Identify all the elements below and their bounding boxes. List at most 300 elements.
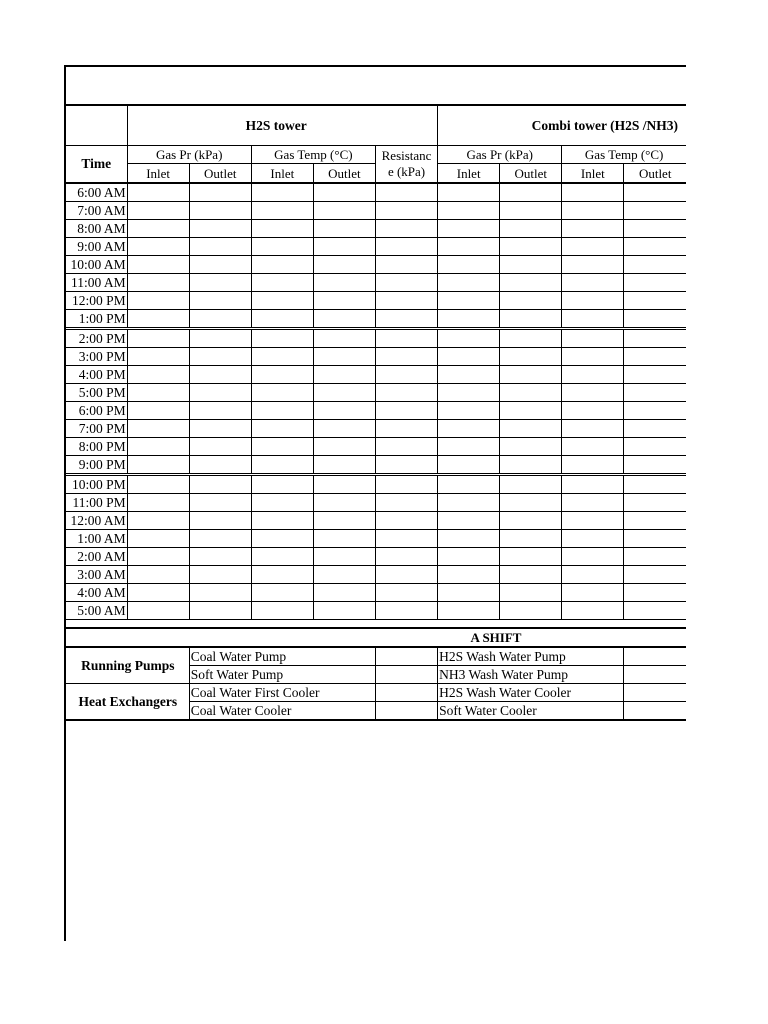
log-row [65,548,686,566]
reading-cell[interactable] [438,566,500,584]
reading-cell[interactable] [624,220,686,238]
reading-cell[interactable] [500,329,562,348]
reading-cell[interactable] [189,202,251,220]
reading-cell[interactable] [624,584,686,602]
combi-tower-header: Combi tower (H2S /NH3) [438,105,686,146]
reading-cell[interactable] [375,348,437,366]
reading-cell[interactable] [500,384,562,402]
reading-cell[interactable] [189,420,251,438]
reading-cell[interactable] [375,274,437,292]
reading-cell[interactable] [251,329,313,348]
h2s-gas-pr-header: Gas Pr (kPa) [127,146,251,164]
equipment-entry-cell[interactable] [624,702,686,721]
reading-cell[interactable] [500,183,562,202]
reading-cell[interactable] [251,384,313,402]
reading-cell[interactable] [127,202,189,220]
reading-cell[interactable] [189,584,251,602]
log-row [65,274,686,292]
reading-cell[interactable] [438,183,500,202]
reading-cell[interactable] [127,183,189,202]
reading-cell[interactable] [438,220,500,238]
time-cell: 8:00 AM [65,220,127,238]
log-row [65,348,686,366]
time-cell: 8:00 PM [65,438,127,456]
reading-cell[interactable] [500,584,562,602]
reading-cell[interactable] [500,512,562,530]
equipment-name: H2S Wash Water Pump [438,647,624,666]
reading-cell[interactable] [375,530,437,548]
reading-cell[interactable] [562,238,624,256]
reading-cell[interactable] [624,566,686,584]
reading-cell[interactable] [500,420,562,438]
reading-cell[interactable] [438,530,500,548]
log-row [65,183,686,202]
time-cell: 11:00 AM [65,274,127,292]
reading-cell[interactable] [438,548,500,566]
reading-cell[interactable] [251,202,313,220]
log-row [65,202,686,220]
time-header: Time [65,146,127,184]
reading-cell[interactable] [438,475,500,494]
reading-cell[interactable] [562,494,624,512]
reading-cell[interactable] [127,475,189,494]
reading-cell[interactable] [624,183,686,202]
equipment-name: Coal Water Pump [189,647,375,666]
reading-cell[interactable] [189,494,251,512]
shift-title: A SHIFT [65,628,686,647]
reading-cell[interactable] [127,402,189,420]
reading-cell[interactable] [375,384,437,402]
reading-cell[interactable] [500,548,562,566]
reading-cell[interactable] [562,348,624,366]
reading-cell[interactable] [251,512,313,530]
reading-cell[interactable] [189,292,251,310]
reading-cell[interactable] [562,512,624,530]
reading-cell[interactable] [313,548,375,566]
reading-cell[interactable] [375,494,437,512]
reading-cell[interactable] [313,183,375,202]
reading-cell[interactable] [127,220,189,238]
time-cell: 9:00 AM [65,238,127,256]
combi-pr-inlet: Inlet [438,164,500,183]
reading-cell[interactable] [438,512,500,530]
equipment-entry-cell[interactable] [375,666,437,684]
reading-cell[interactable] [375,548,437,566]
reading-cell[interactable] [624,310,686,329]
reading-cell[interactable] [624,329,686,348]
log-row [65,238,686,256]
equipment-entry-cell[interactable] [375,702,437,721]
reading-cell[interactable] [127,384,189,402]
reading-cell[interactable] [624,292,686,310]
reading-cell[interactable] [189,256,251,274]
reading-cell[interactable] [251,456,313,475]
reading-cell[interactable] [500,602,562,620]
time-cell: 10:00 AM [65,256,127,274]
reading-cell[interactable] [500,438,562,456]
reading-cell[interactable] [313,292,375,310]
reading-cell[interactable] [189,566,251,584]
reading-cell[interactable] [251,566,313,584]
equipment-name: Coal Water Cooler [189,702,375,721]
reading-cell[interactable] [562,566,624,584]
reading-cell[interactable] [313,530,375,548]
reading-cell[interactable] [624,456,686,475]
reading-cell[interactable] [375,438,437,456]
reading-cell[interactable] [251,475,313,494]
reading-cell[interactable] [313,348,375,366]
reading-cell[interactable] [375,602,437,620]
reading-cell[interactable] [624,348,686,366]
reading-cell[interactable] [375,238,437,256]
reading-cell[interactable] [189,366,251,384]
reading-cell[interactable] [624,274,686,292]
log-row [65,329,686,348]
reading-cell[interactable] [500,310,562,329]
reading-cell[interactable] [500,274,562,292]
reading-cell[interactable] [438,256,500,274]
reading-cell[interactable] [438,420,500,438]
reading-cell[interactable] [313,402,375,420]
log-row [65,420,686,438]
reading-cell[interactable] [500,256,562,274]
time-cell: 1:00 AM [65,530,127,548]
reading-cell[interactable] [189,384,251,402]
reading-cell[interactable] [500,566,562,584]
reading-cell[interactable] [251,438,313,456]
reading-cell[interactable] [189,438,251,456]
time-cell: 4:00 AM [65,584,127,602]
time-cell: 12:00 AM [65,512,127,530]
resistance-header [375,146,437,184]
reading-cell[interactable] [189,183,251,202]
reading-cell[interactable] [127,348,189,366]
reading-cell[interactable] [438,602,500,620]
reading-cell[interactable] [375,202,437,220]
equipment-name: H2S Wash Water Cooler [438,684,624,702]
reading-cell[interactable] [375,475,437,494]
reading-cell[interactable] [189,602,251,620]
reading-cell[interactable] [562,548,624,566]
param-header-row [65,146,686,164]
h2s-temp-outlet: Outlet [313,164,375,183]
reading-cell[interactable] [500,348,562,366]
reading-cell[interactable] [251,584,313,602]
reading-cell[interactable] [562,183,624,202]
log-row [65,602,686,620]
reading-cell[interactable] [127,548,189,566]
log-row [65,310,686,329]
reading-cell[interactable] [438,494,500,512]
reading-cell[interactable] [500,402,562,420]
log-row [65,438,686,456]
reading-cell[interactable] [375,183,437,202]
reading-cell[interactable] [562,220,624,238]
reading-cell[interactable] [375,256,437,274]
reading-cell[interactable] [375,220,437,238]
reading-cell[interactable] [127,438,189,456]
reading-cell[interactable] [562,456,624,475]
reading-cell[interactable] [375,566,437,584]
heat-exchangers-label: Heat Exchangers [65,684,189,721]
reading-cell[interactable] [251,366,313,384]
reading-cell[interactable] [313,566,375,584]
reading-cell[interactable] [562,292,624,310]
reading-cell[interactable] [313,602,375,620]
tower-header-row [65,105,686,146]
reading-cell[interactable] [624,366,686,384]
equipment-name: Coal Water First Cooler [189,684,375,702]
reading-cell[interactable] [127,310,189,329]
reading-cell[interactable] [313,475,375,494]
log-row [65,475,686,494]
log-row [65,366,686,384]
reading-cell[interactable] [251,310,313,329]
reading-cell[interactable] [189,512,251,530]
time-cell: 10:00 PM [65,475,127,494]
reading-cell[interactable] [313,420,375,438]
reading-cell[interactable] [313,220,375,238]
reading-cell[interactable] [562,384,624,402]
time-cell: 6:00 AM [65,183,127,202]
sheet-top-border [64,65,686,67]
reading-cell[interactable] [127,292,189,310]
equipment-name: Soft Water Cooler [438,702,624,721]
reading-cell[interactable] [562,475,624,494]
reading-cell[interactable] [438,456,500,475]
reading-cell[interactable] [251,548,313,566]
reading-cell[interactable] [313,274,375,292]
reading-cell[interactable] [624,548,686,566]
reading-cell[interactable] [375,512,437,530]
reading-cell[interactable] [438,348,500,366]
reading-cell[interactable] [127,566,189,584]
reading-cell[interactable] [251,183,313,202]
reading-cell[interactable] [438,402,500,420]
blank-corner [65,105,127,146]
reading-cell[interactable] [438,366,500,384]
reading-cell[interactable] [438,584,500,602]
reading-cell[interactable] [624,530,686,548]
h2s-pr-outlet: Outlet [189,164,251,183]
reading-cell[interactable] [500,456,562,475]
time-cell: 6:00 PM [65,402,127,420]
reading-cell[interactable] [313,384,375,402]
time-cell: 3:00 AM [65,566,127,584]
reading-cell[interactable] [438,202,500,220]
log-row [65,256,686,274]
hourly-log-table [64,104,686,620]
reading-cell[interactable] [313,438,375,456]
reading-cell[interactable] [189,530,251,548]
reading-cell[interactable] [500,202,562,220]
reading-cell[interactable] [189,310,251,329]
reading-cell[interactable] [127,238,189,256]
reading-cell[interactable] [251,402,313,420]
reading-cell[interactable] [127,366,189,384]
reading-cell[interactable] [375,456,437,475]
reading-cell[interactable] [624,475,686,494]
reading-cell[interactable] [251,274,313,292]
reading-cell[interactable] [500,238,562,256]
reading-cell[interactable] [313,202,375,220]
reading-cell[interactable] [438,292,500,310]
combi-temp-inlet: Inlet [562,164,624,183]
reading-cell[interactable] [624,494,686,512]
reading-cell[interactable] [313,456,375,475]
reading-cell[interactable] [624,438,686,456]
reading-cell[interactable] [127,274,189,292]
reading-cell[interactable] [624,238,686,256]
reading-cell[interactable] [251,220,313,238]
reading-cell[interactable] [127,494,189,512]
time-cell: 12:00 PM [65,292,127,310]
reading-cell[interactable] [251,530,313,548]
reading-cell[interactable] [189,220,251,238]
reading-cell[interactable] [562,329,624,348]
reading-cell[interactable] [127,420,189,438]
reading-cell[interactable] [438,238,500,256]
log-row [65,512,686,530]
reading-cell[interactable] [313,329,375,348]
reading-cell[interactable] [313,494,375,512]
reading-cell[interactable] [500,366,562,384]
reading-cell[interactable] [500,475,562,494]
reading-cell[interactable] [189,348,251,366]
equipment-entry-cell[interactable] [624,647,686,666]
reading-cell[interactable] [562,402,624,420]
time-cell: 11:00 PM [65,494,127,512]
reading-cell[interactable] [500,530,562,548]
resistance-label-line2: e (kPa) [387,164,426,179]
reading-cell[interactable] [624,202,686,220]
reading-cell[interactable] [438,329,500,348]
h2s-temp-inlet: Inlet [251,164,313,183]
reading-cell[interactable] [313,256,375,274]
time-cell: 2:00 AM [65,548,127,566]
reading-cell[interactable] [375,329,437,348]
reading-cell[interactable] [313,238,375,256]
reading-cell[interactable] [127,584,189,602]
reading-cell[interactable] [127,329,189,348]
reading-cell[interactable] [624,602,686,620]
reading-cell[interactable] [127,512,189,530]
reading-cell[interactable] [189,238,251,256]
reading-cell[interactable] [189,548,251,566]
equipment-name: Soft Water Pump [189,666,375,684]
reading-cell[interactable] [251,348,313,366]
reading-cell[interactable] [313,584,375,602]
reading-cell[interactable] [562,274,624,292]
reading-cell[interactable] [624,402,686,420]
equipment-name: NH3 Wash Water Pump [438,666,624,684]
reading-cell[interactable] [562,602,624,620]
time-cell: 3:00 PM [65,348,127,366]
reading-cell[interactable] [189,329,251,348]
reading-cell[interactable] [562,438,624,456]
reading-cell[interactable] [500,220,562,238]
log-row [65,384,686,402]
reading-cell[interactable] [189,456,251,475]
equipment-entry-cell[interactable] [375,647,437,666]
reading-cell[interactable] [251,238,313,256]
reading-cell[interactable] [127,602,189,620]
reading-cell[interactable] [562,202,624,220]
reading-cell[interactable] [375,292,437,310]
reading-cell[interactable] [624,384,686,402]
resistance-label-line1: Resistanc [381,148,432,163]
reading-cell[interactable] [562,366,624,384]
combi-gas-temp-header: Gas Temp (°C) [562,146,686,164]
reading-cell[interactable] [127,456,189,475]
reading-cell[interactable] [562,256,624,274]
reading-cell[interactable] [375,402,437,420]
running-pumps-label: Running Pumps [65,647,189,684]
log-row [65,220,686,238]
reading-cell[interactable] [251,420,313,438]
reading-cell[interactable] [375,310,437,329]
reading-cell[interactable] [438,384,500,402]
reading-cell[interactable] [251,602,313,620]
reading-cell[interactable] [624,256,686,274]
combi-pr-outlet: Outlet [500,164,562,183]
log-row [65,584,686,602]
reading-cell[interactable] [313,366,375,384]
reading-cell[interactable] [375,366,437,384]
time-cell: 9:00 PM [65,456,127,475]
reading-cell[interactable] [438,310,500,329]
reading-cell[interactable] [562,584,624,602]
equipment-entry-cell[interactable] [624,666,686,684]
equipment-entry-cell[interactable] [375,684,437,702]
reading-cell[interactable] [562,420,624,438]
reading-cell[interactable] [251,256,313,274]
time-cell: 5:00 PM [65,384,127,402]
reading-cell[interactable] [189,274,251,292]
reading-cell[interactable] [251,292,313,310]
reading-cell[interactable] [313,512,375,530]
reading-cell[interactable] [562,310,624,329]
time-cell: 1:00 PM [65,310,127,329]
reading-cell[interactable] [375,584,437,602]
reading-cell[interactable] [562,530,624,548]
time-cell: 2:00 PM [65,329,127,348]
reading-cell[interactable] [500,292,562,310]
equipment-table [64,646,686,721]
reading-cell[interactable] [438,274,500,292]
reading-cell[interactable] [189,475,251,494]
reading-cell[interactable] [624,420,686,438]
reading-cell[interactable] [127,530,189,548]
reading-cell[interactable] [251,494,313,512]
reading-cell[interactable] [189,402,251,420]
time-cell: 5:00 AM [65,602,127,620]
reading-cell[interactable] [624,512,686,530]
reading-cell[interactable] [500,494,562,512]
reading-cell[interactable] [438,438,500,456]
reading-cell[interactable] [375,420,437,438]
equipment-entry-cell[interactable] [624,684,686,702]
reading-cell[interactable] [313,310,375,329]
reading-cell[interactable] [127,256,189,274]
log-row [65,292,686,310]
h2s-tower-header: H2S tower [127,105,438,146]
combi-gas-pr-header: Gas Pr (kPa) [438,146,562,164]
log-row [65,402,686,420]
time-cell: 7:00 AM [65,202,127,220]
time-cell: 7:00 PM [65,420,127,438]
combi-temp-outlet: Outlet [624,164,686,183]
